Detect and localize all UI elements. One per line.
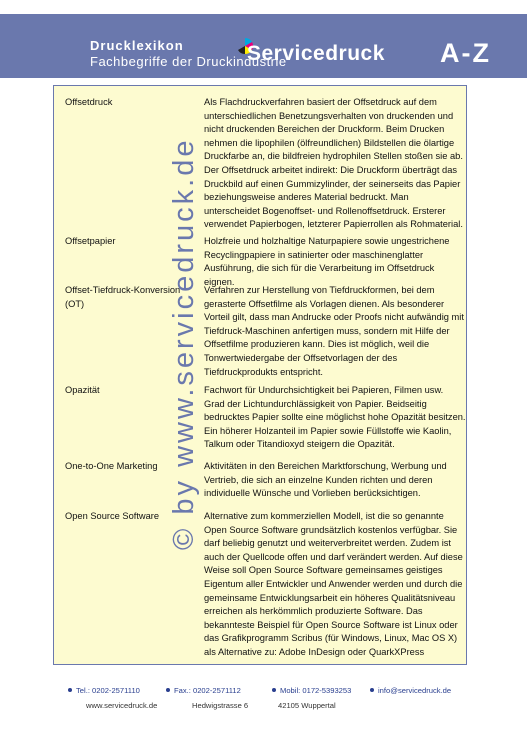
footer-street: Hedwigstrasse 6	[192, 701, 249, 710]
footer-mobile: Mobil: 0172-5393253	[272, 686, 351, 695]
bullet-icon	[370, 688, 374, 692]
footer-fax: Fax.: 0202-2571112	[166, 686, 241, 695]
entry-definition: Alternative zum kommerziellen Modell, ist die so genannte Open Source Software grundsätzlich kostenlos verfügbar. Sie darf beliebig genutzt und weiterverbreitet werden. Zudem ist auch der Quellcode offen und darf verändert werden. Auf diese Weise soll Open Source Software gemeinsames geistiges Eigentum aller Entwickler und Anwender werden und durch die gemeinsame Entwicklungsarbeit ein höheres Qualitätsniveau erreichen als herkömmlich produzierte Software. Das bekannteste Beispiel für Open Source Software ist Linux oder das Grafikprogramm Scribus (für Windows, Linux, Mac OS X) als Alternative zu: Adobe InDesign oder QuarkXPress	[204, 511, 463, 657]
page-header	[0, 14, 527, 78]
entry-term: Offsetpapier	[65, 236, 116, 246]
footer-phone: Tel.: 0202-2571110	[68, 686, 140, 695]
entry-term: Offsetdruck	[65, 97, 113, 107]
entry-definition: Aktivitäten in den Bereichen Marktforschung, Werbung und Vertrieb, die sich an einzelne Kunden richten und deren individuelle Wünsche und Vorlieben berücksichtigen.	[204, 461, 447, 499]
header-title: Drucklexikon	[90, 38, 184, 53]
bullet-icon	[68, 688, 72, 692]
entry-term: Open Source Software	[65, 511, 160, 521]
entry-definition: Holzfreie und holzhaltige Naturpapiere sowie ungestrichene Recyclingpapiere in satinierter oder maschinenglatter Ausführung, die sich für die Verarbeitung im Offsetdruck eignen.	[204, 236, 450, 287]
copyright-watermark: © by www.servicedruck.de	[168, 137, 200, 550]
entry-term: One-to-One Marketing	[65, 461, 158, 471]
entry-definition: Fachwort für Undurchsichtigkeit bei Papieren, Filmen usw. Grad der Lichtundurchlässigkeit von Papier. Beidseitig bedrucktes Papier sollte eine möglichst hohe Opazität besitzen. Ein höherer Holzanteil im Papier sowie Füllstoffe wie Kaolin, Talkum oder Titandioxyd steigern die Opazität.	[204, 385, 466, 450]
entry-definition: Als Flachdruckverfahren basiert der Offsetdruck auf dem unterschiedlichen Benetzungsverhalten von druckenden und nicht druckenden Bereichen der Druckform. Beim Drucken nehmen die lipophilen (ölfreundlichen) Bildstellen die ölartige Druckfarbe an, die bildfreien hydrophilen Stellen stoßen sie ab. Der Offsetdruck arbeitet indirekt: Die Druckform überträgt das Druckbild auf einen Gummizylinder, der seinerseits das Papier beziehungsweise anderes Material bedruckt. Man unterscheidet Bogenoffset- und Rollenoffsetdruck. Ersterer verwendet Papierbogen, letzterer Papierrollen als Rohmaterial.	[204, 97, 463, 230]
bullet-icon	[272, 688, 276, 692]
footer-website[interactable]: www.servicedruck.de	[86, 701, 158, 710]
bullet-icon	[166, 688, 170, 692]
footer-city: 42105 Wuppertal	[278, 701, 336, 710]
entry-term: Opazität	[65, 385, 100, 395]
entry-definition: Verfahren zur Herstellung von Tiefdruckformen, bei dem gerasterte Offsetfilme als Vorlagen dienen. Als besonderer Vorteil gilt, dass man Andrucke oder Proofs nicht aufwändig mit Tiefdruck-Maschinen anfertigen muss, sondern mit Hilfe der Offsetfilme produzieren kann. Dies ist möglich, weil die Tonwertwiedergabe der Offsetvorlagen der des Tiefdruckprodukts entspricht.	[204, 285, 464, 377]
range-label: A-Z	[440, 38, 491, 68]
brand-logo: Servicedruck	[247, 42, 385, 65]
header-subtitle: Fachbegriffe der Druckindustrie	[90, 54, 287, 69]
entry-term: Offset-Tiefdruck-Konversion (OT)	[65, 285, 181, 309]
footer-email[interactable]: info@servicedruck.de	[370, 686, 451, 695]
